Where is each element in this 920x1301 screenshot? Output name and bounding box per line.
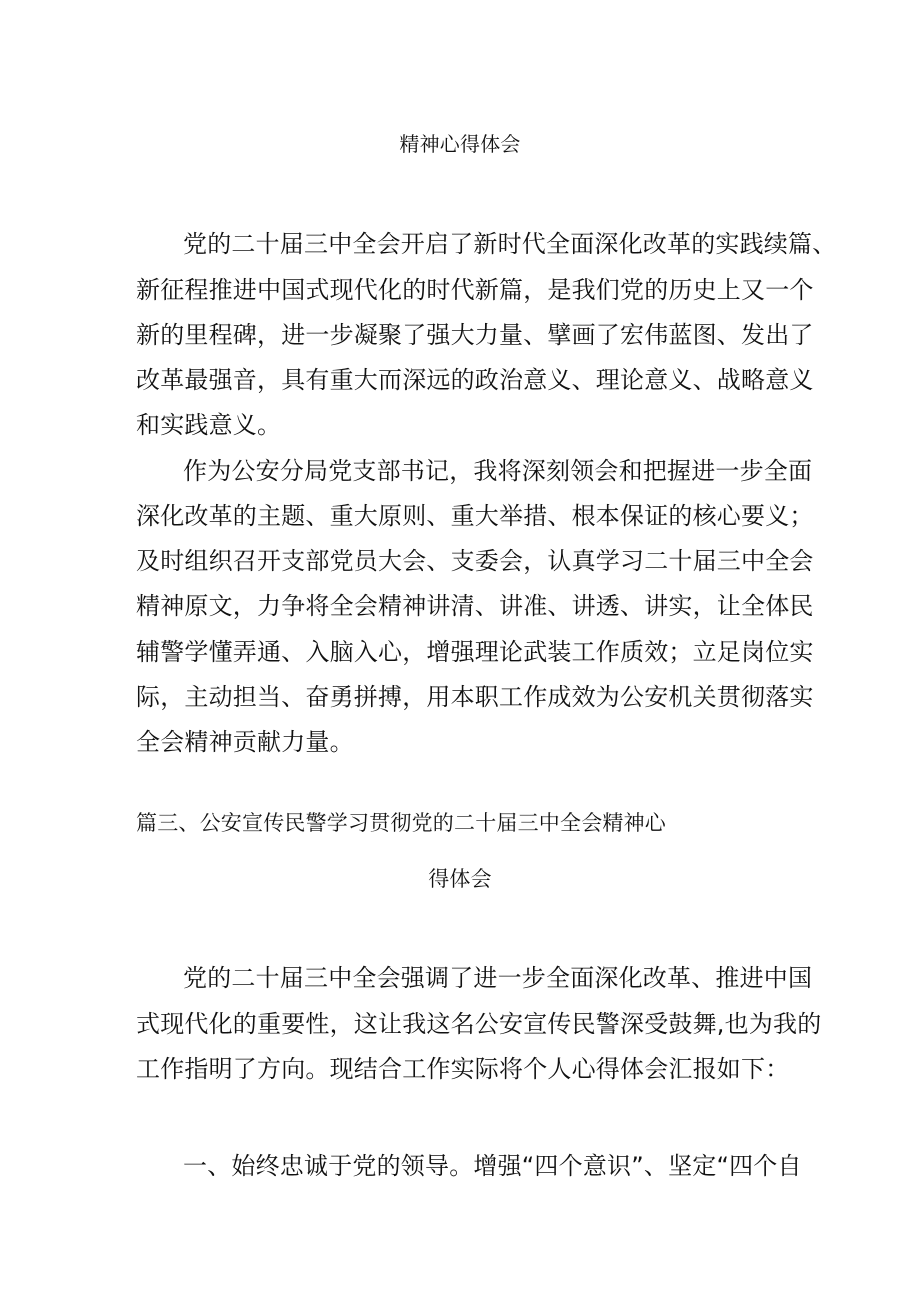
paragraph-2-line-7: 全会精神贡献力量。 xyxy=(136,728,354,756)
paragraph-2-line-1: 作为公安分局党支部书记，我将深刻领会和把握进一步全面 xyxy=(183,457,813,485)
paragraph-2-line-4: 精神原文，力争将全会精神讲清、讲准、讲透、讲实，让全体民 xyxy=(136,592,814,620)
paragraph-2-line-3: 及时组织召开支部党员大会、支委会，认真学习二十届三中全会 xyxy=(136,547,814,575)
paragraph-1-line-4: 改革最强音，具有重大而深远的政治意义、理论意义、战略意义 xyxy=(136,366,814,394)
paragraph-1-line-5: 和实践意义。 xyxy=(136,411,282,439)
paragraph-4-line-1: 一、始终忠诚于党的领导。增强“四个意识”、坚定“四个自 xyxy=(183,1152,802,1180)
paragraph-1-line-2: 新征程推进中国式现代化的时代新篇，是我们党的历史上又一个 xyxy=(136,276,814,304)
paragraph-2-line-2: 深化改革的主题、重大原则、重大举措、根本保证的核心要义； xyxy=(136,502,814,530)
section-3-title-line-1: 篇三、公安宣传民警学习贯彻党的二十届三中全会精神心 xyxy=(136,811,666,835)
paragraph-1-line-1: 党的二十届三中全会开启了新时代全面深化改革的实践续篇、 xyxy=(183,230,837,258)
section-3-title-line-2: 得体会 xyxy=(428,867,492,891)
paragraph-3-line-3: 工作指明了方向。现结合工作实际将个人心得体会汇报如下： xyxy=(136,1055,790,1083)
paragraph-3-line-1: 党的二十届三中全会强调了进一步全面深化改革、推进中国 xyxy=(183,964,813,992)
paragraph-3-line-2: 式现代化的重要性，这让我这名公安宣传民警深受鼓舞,也为我的 xyxy=(136,1010,822,1038)
paragraph-2-line-6: 际，主动担当、奋勇拼搏，用本职工作成效为公安机关贯彻落实 xyxy=(136,683,814,711)
paragraph-2-line-5: 辅警学懂弄通、入脑入心，增强理论武装工作质效；立足岗位实 xyxy=(136,638,814,666)
paragraph-1-line-3: 新的里程碑，进一步凝聚了强大力量、擘画了宏伟蓝图、发出了 xyxy=(136,321,814,349)
document-title: 精神心得体会 xyxy=(399,132,521,156)
